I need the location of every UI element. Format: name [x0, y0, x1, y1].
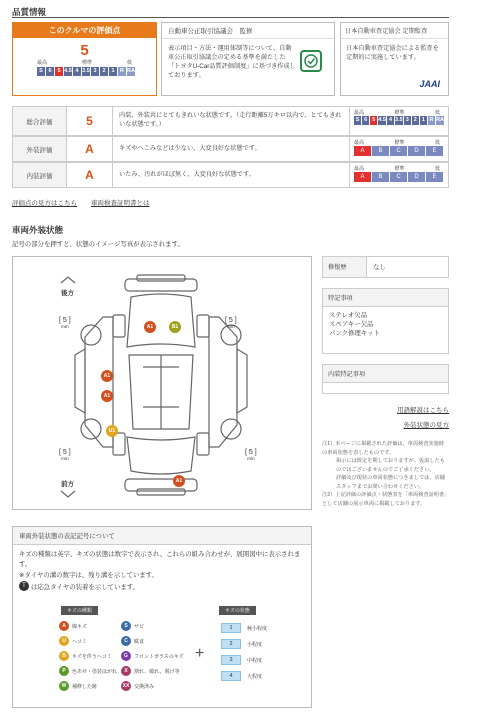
special-notes [322, 288, 449, 354]
letter-scale-item: A [354, 146, 371, 156]
score-header: このクルマの評価点 [13, 23, 156, 38]
interior-notes [322, 364, 449, 394]
grade-scale-item: RA [127, 68, 135, 74]
rear-label: 後方 [61, 290, 74, 297]
letter-scale-item: C [390, 172, 407, 182]
overall-rating-row [12, 106, 449, 136]
cert-help-link[interactable]: 車両検査証明書とは [91, 200, 150, 207]
legend-level-item: 2 小程度 [221, 639, 262, 649]
legend-kind-item: P 色あせ・塗装はがれ [59, 666, 117, 676]
grade-scale-item: 4.5 [64, 68, 72, 74]
special-head: 特記事項 [323, 289, 448, 307]
jaai-title: 日本自動車査定協会 定期監査 [341, 23, 448, 39]
letter-scale-item: E [426, 172, 443, 182]
row-desc: 内装、外装共にとてもきれいな状態です。（走行距離5万キロ以内で、とてもきれいな状態です。） [113, 107, 350, 135]
letter-scale-item: A [354, 172, 371, 182]
footnotes: 注1）本ページに掲載された評価は、車両検査実施時の車両状態を表したものです。 掲示には既定を期しておりますが、仮説したものではございませんのでご了承ください。 詳細及び現状の車両状態につきましては、店舗スタッフまでお問い合わせください。 注2）上記評価の評価点・状態表を「車両検査証明書」として店舗の展示車両に掲載しております。 [322, 441, 447, 507]
quality-section-title: 品質情報 [12, 7, 47, 17]
legend-tire-note: T は応急タイヤの装着を示しています。 [13, 580, 311, 592]
letter-scale-item: D [408, 146, 425, 156]
tire-groove-rear-right: [ 5 ] mm [225, 317, 237, 329]
grade-scale-item: R [118, 67, 126, 76]
legend-kind-item: A 線キズ [59, 621, 87, 631]
grade-scale-item: 4.5 [378, 117, 386, 123]
row-value: A [67, 163, 113, 187]
repair-label: 修復歴 [323, 257, 367, 277]
score-box [12, 22, 157, 96]
letter-scale-item: C [390, 146, 407, 156]
tire-groove-front-right: [ 5 ] mm [245, 449, 257, 461]
grade-scale [13, 67, 156, 76]
legend-kind-item: B キズを伴うヘコミ [59, 651, 112, 661]
grade-scale-item: 1 [109, 67, 117, 76]
grade-help-link[interactable]: 評価点の見方はこちら [12, 200, 77, 207]
row-label: 外装評価 [13, 137, 67, 161]
grade-scale-item: 4 [73, 67, 81, 76]
association-text: 表示項目・方法・運用体制等について、自動車公正取引協議会の定める基準を満たした「トヨタU-Car品質評価制度」に基づき作成しております。 [168, 45, 296, 79]
interior-head: 内装特記事項 [323, 365, 448, 383]
jaai-logo: JAAI [419, 79, 440, 89]
legend-level-item: 3 中程度 [221, 655, 262, 665]
grade-scale-item: 3 [91, 67, 99, 76]
grade-scale-item: 6 [362, 116, 369, 125]
letter-scale-item: B [372, 172, 389, 182]
legend-title: 車両外装状態の表記記号について [13, 527, 311, 545]
row-value: 5 [67, 107, 113, 135]
legend-kind-item: X 割れ、破れ、脱け等 [121, 666, 180, 676]
legend-kind-item: C 腐食 [121, 636, 144, 646]
repair-history-row [322, 256, 449, 278]
association-box [161, 22, 335, 96]
row-label: 内装評価 [13, 163, 67, 187]
damage-marker[interactable]: A1 [144, 321, 156, 333]
jaai-text: 日本自動車査定協会による監査を定期的に実施しています。 [346, 45, 439, 61]
grade-scale-item: 3.5 [395, 117, 403, 123]
legend-level-item: 1 極小程度 [221, 623, 267, 633]
legend-kind-item: W 補修した跡 [59, 681, 97, 691]
exterior-section-title: 車両外装状態 [12, 225, 64, 235]
grade-scale-item: 3 [404, 116, 411, 125]
scale-labels: 最高 標準 低 [37, 60, 132, 66]
association-logo-icon [300, 50, 322, 72]
divider [12, 17, 449, 18]
legend-text: キズの種類は英字、キズの状態は数字で表示され、これらの組み合わせが、展開図中に表示されます。 [19, 551, 301, 568]
grade-scale-item: 5 [55, 67, 63, 76]
jaai-box [340, 22, 449, 96]
letter-scale-item: E [426, 146, 443, 156]
state-head: キズの状態 [219, 606, 256, 615]
front-label: 前方 [61, 481, 74, 488]
kind-head: キズの種類 [61, 606, 98, 615]
exterior-section-sub: 記号の部分を押すと、状態のイメージ写真が表示されます。 [12, 241, 184, 248]
legend-kind-item: U ヘコミ [59, 636, 87, 646]
car-diagram [12, 256, 312, 510]
car-outline-icon [13, 257, 313, 511]
tire-groove-front-left: [ 5 ] mm [59, 449, 71, 461]
damage-marker[interactable]: B1 [169, 321, 181, 333]
exterior-rating-row [12, 136, 449, 162]
row-value: A [67, 137, 113, 161]
row-desc: いたみ、汚れがほぼ無く、大変良好な状態です。 [113, 163, 350, 187]
legend-kind-item: G フロントガラスのキズ [121, 651, 184, 661]
association-title: 自動車公正取引協議会 監修 [162, 23, 334, 39]
grade-scale-item: S [355, 117, 360, 123]
score-value: 5 [80, 42, 89, 59]
grade-scale-item: 6 [46, 67, 54, 76]
grade-scale-item: RA [436, 117, 445, 123]
grade-scale-item: R [429, 117, 434, 123]
repair-value: なし [373, 264, 386, 271]
letter-scale-item: D [408, 172, 425, 182]
damage-marker[interactable]: A1 [101, 370, 113, 382]
damage-marker[interactable]: A1 [101, 390, 113, 402]
grade-scale-item: 1 [420, 116, 427, 125]
legend-kind-item: S サビ [121, 621, 144, 631]
damage-marker[interactable]: A1 [173, 475, 185, 487]
plus-icon: + [195, 645, 205, 662]
legend-note: ※タイヤの溝の数字は、残り溝を示しています。 [19, 572, 158, 579]
special-items: ステレオ欠品 スペアキー欠品 パンク修理キット [329, 312, 380, 337]
legend-level-item: 4 大程度 [221, 671, 262, 681]
legend-kind-item: XX 交換済み [122, 683, 155, 690]
grade-scale-item: 2 [100, 67, 108, 76]
tire-icon: T [19, 581, 29, 591]
exterior-guide-link[interactable]: 外装状態の見方 [403, 422, 449, 429]
grade-scale-item: 2 [412, 116, 419, 125]
interior-rating-row [12, 162, 449, 188]
grade-scale-item: 3.5 [82, 68, 90, 74]
row-scale: 最高 標準 低 A B C D E [350, 163, 448, 187]
glossary-link[interactable]: 用語解説はこちら [397, 407, 449, 414]
row-desc: キズやへこみなどは少ない、大変良好な状態です。 [113, 137, 350, 161]
row-scale: 最高 標準 低 A B C D E [350, 137, 448, 161]
row-label: 総合評価 [13, 107, 67, 135]
damage-marker[interactable]: U1 [106, 425, 118, 437]
legend-box [12, 526, 312, 708]
grade-scale-item: S [37, 67, 45, 76]
row-scale: 最高 標準 低 S 6 5 4.5 4 3.5 3 2 1 R RA [354, 110, 445, 123]
grade-scale-item: 4 [387, 116, 394, 125]
tire-groove-rear-left: [ 5 ] mm [59, 317, 71, 329]
grade-scale-item: 5 [370, 116, 377, 125]
letter-scale-item: B [372, 146, 389, 156]
